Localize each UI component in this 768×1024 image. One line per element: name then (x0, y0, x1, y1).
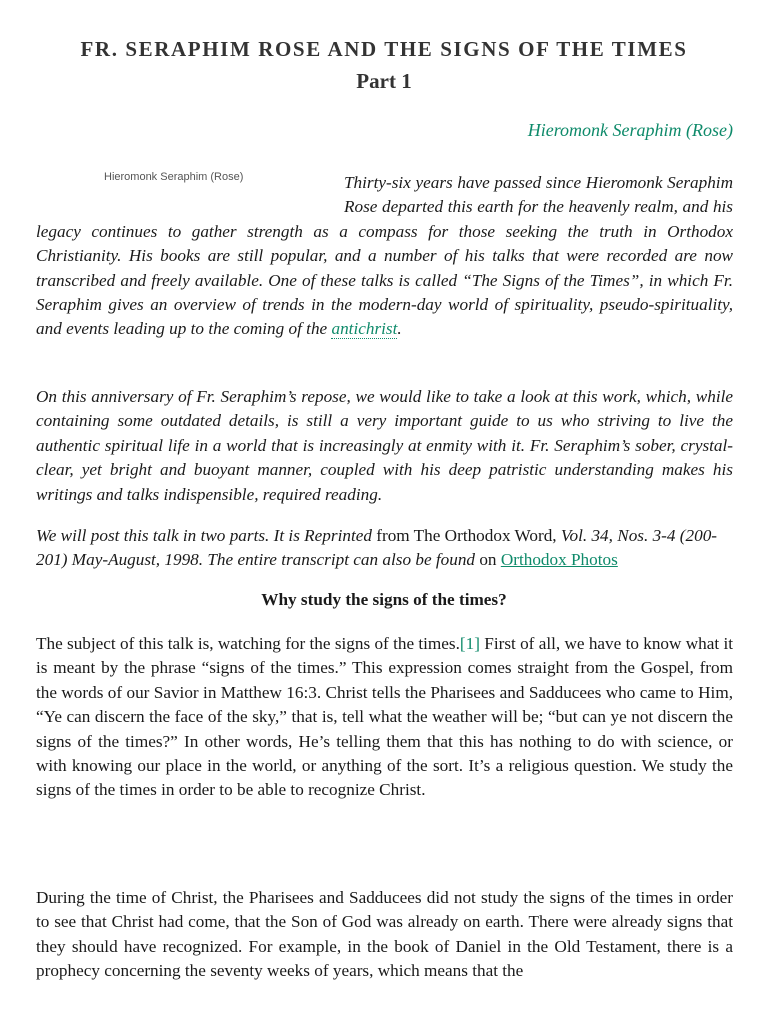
reprint-volume: Vol. 34, Nos. 3-4 (200-201) May-August, 1998. The entire transcript can also be found (36, 526, 718, 570)
anniversary-paragraph: On this anniversary of Fr. Seraphim’s repose, we would like to take a look at this work, which, while containing some outdated details, is still a very important guide to us who striving to live the authentic spiritual life in a world that is increasingly at enmity with it. Fr. Seraphim’s sober, crystal-clear, yet bright and buoyant manner, coupled with his deep patristic understanding makes his writings and talks indispensible, required reading. (36, 387, 733, 504)
image-placeholder (36, 171, 344, 219)
article-author: Hieromonk Seraphim (Rose) (527, 120, 733, 140)
article-subtitle: Part 1 (356, 69, 412, 93)
intro-end: . (397, 319, 402, 339)
reprint-source: from The Orthodox Word, (376, 526, 561, 545)
article-title: FR. SERAPHIM ROSE AND THE SIGNS OF THE TIMES (80, 37, 688, 61)
reprint-paragraph (36, 524, 733, 573)
pharisees-paragraph: During the time of Christ, the Pharisees and Sadducees did not study the signs of the times in order to see that Christ had come, that the Son of God was already on earth. There were already signs that they should have recognized. For example, in the book of Daniel in the Old Testament, there is a prophecy concerning the seventy weeks of years, which means that the (36, 888, 733, 981)
image-caption: Hieromonk Seraphim (Rose) (104, 171, 244, 183)
antichrist-link[interactable]: antichrist (331, 319, 398, 339)
subject-text-rest: First of all, we have to know what it is meant by the phrase “signs of the times.” This expression comes straight from the Gospel, from the words of our Savior in Matthew 16:3. Christ tells the Pharisees and Sadducees who came to Him, “Ye can discern the face of the sky,” that is, tell what the weather will be; “but can ye not discern the signs of the times?” In other words, He’s telling them that this has nothing to do with science, or with knowing our place in the world, or anything of the sort. It’s a religious question. We study the signs of the times in order to be able to recognize Christ. (36, 634, 733, 800)
reprint-text-1: We will post this talk in two parts. It is Reprinted (36, 526, 377, 545)
reprint-on: on (479, 550, 501, 570)
intro-text: Thirty-six years have passed since Hieromonk Seraphim Rose departed this earth for the heavenly realm, and his legacy continues to gather strength as a compass for those seeking the truth in Orthodox Christianity. His books are still popular, and a number of his talks that were recorded are now transcribed and freely available. One of these talks is called “The Signs of the Times”, in which Fr. Seraphim gives an overview of trends in the modern-day world of spirituality, pseudo-spirituality, and events leading up to the coming of the (36, 173, 733, 339)
intro-paragraph (36, 171, 733, 342)
subject-paragraph (36, 632, 733, 803)
orthodox-photos-link[interactable]: Orthodox Photos (500, 550, 618, 570)
footnote-1-link[interactable]: [1] (459, 634, 480, 653)
subject-text-start: The subject of this talk is, watching for the signs of the times. (36, 634, 460, 653)
section-heading: Why study the signs of the times? (261, 590, 507, 609)
